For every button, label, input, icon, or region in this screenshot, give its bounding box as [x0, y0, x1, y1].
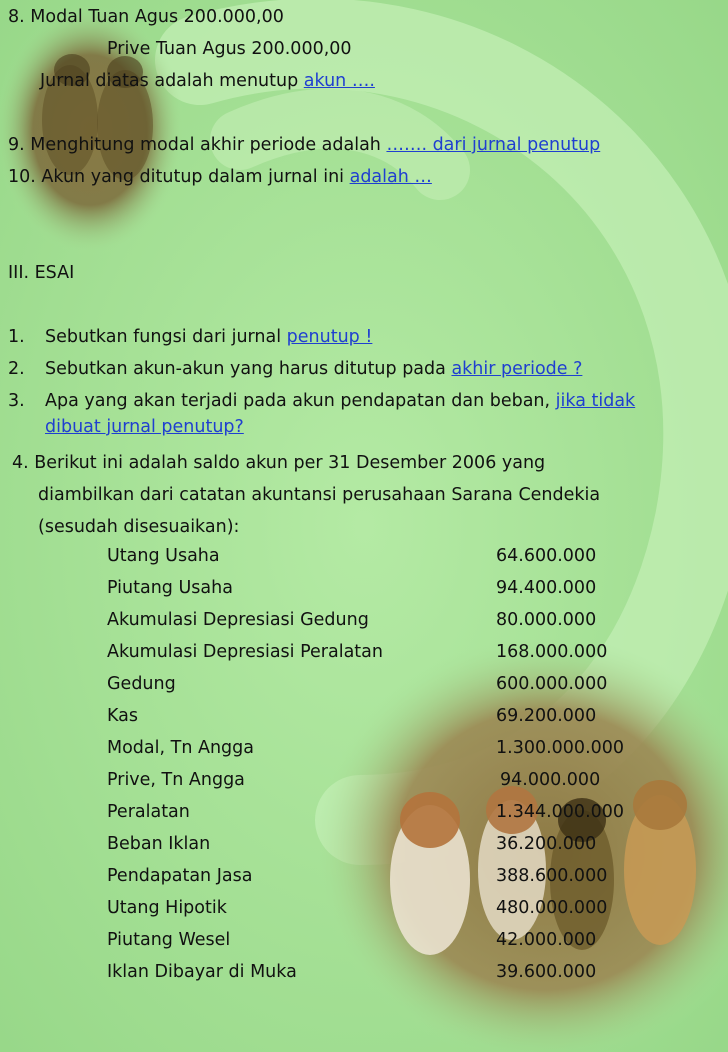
account-value: 168.000.000: [496, 642, 608, 662]
account-name: Gedung: [107, 674, 176, 694]
account-name: Iklan Dibayar di Muka: [107, 962, 297, 982]
account-value: 388.600.000: [496, 866, 608, 886]
essay-1: [45, 326, 372, 348]
q10-text: 10. Akun yang ditutup dalam jurnal ini: [8, 167, 350, 187]
essay-1-link[interactable]: penutup !: [286, 327, 373, 347]
q9: [8, 134, 600, 156]
account-value: 94.000.000: [500, 770, 601, 790]
account-name: Beban Iklan: [107, 834, 211, 854]
q9-text: 9. Menghitung modal akhir periode adalah: [8, 135, 387, 155]
account-name: Piutang Wesel: [107, 930, 231, 950]
essay-3-link-continued[interactable]: dibuat jurnal penutup?: [45, 417, 244, 437]
account-value: 80.000.000: [496, 610, 597, 630]
account-value: 69.200.000: [496, 706, 597, 726]
account-value: 1.344.000.000: [496, 802, 625, 822]
q8-line2: Prive Tuan Agus 200.000,00: [107, 39, 352, 59]
section-title: III. ESAI: [8, 263, 75, 283]
essay-3-text: Apa yang akan terjadi pada akun pendapatan dan beban,: [45, 391, 556, 411]
account-value: 39.600.000: [496, 962, 597, 982]
essay-1-text: Sebutkan fungsi dari jurnal: [45, 327, 287, 347]
essay-2: [45, 358, 582, 380]
q4-line2: diambilkan dari catatan akuntansi perusahaan Sarana Cendekia: [38, 485, 601, 505]
essay-2-text: Sebutkan akun-akun yang harus ditutup pada: [45, 359, 452, 379]
account-value: 42.000.000: [496, 930, 597, 950]
essay-3-link[interactable]: jika tidak: [555, 391, 636, 411]
account-value: 1.300.000.000: [496, 738, 625, 758]
account-name: Modal, Tn Angga: [107, 738, 254, 758]
essay-2-link[interactable]: akhir periode ?: [451, 359, 583, 379]
q8-link[interactable]: akun ….: [303, 71, 375, 91]
account-value: 64.600.000: [496, 546, 597, 566]
account-name: Prive, Tn Angga: [107, 770, 245, 790]
account-name: Piutang Usaha: [107, 578, 233, 598]
account-name: Akumulasi Depresiasi Peralatan: [107, 642, 383, 662]
q8-line3: [40, 70, 375, 92]
essay-1-number: 1.: [8, 327, 25, 347]
account-value: 480.000.000: [496, 898, 608, 918]
essay-3: [45, 390, 635, 412]
q9-link[interactable]: ……. dari jurnal penutup: [386, 135, 601, 155]
account-name: Akumulasi Depresiasi Gedung: [107, 610, 369, 630]
account-value: 36.200.000: [496, 834, 597, 854]
q4-line3: (sesudah disesuaikan):: [38, 517, 240, 537]
account-name: Pendapatan Jasa: [107, 866, 253, 886]
account-name: Utang Hipotik: [107, 898, 227, 918]
q8-line3-text: Jurnal diatas adalah menutup: [40, 71, 304, 91]
essay-3-number: 3.: [8, 391, 25, 411]
account-value: 600.000.000: [496, 674, 608, 694]
account-name: Peralatan: [107, 802, 190, 822]
account-value: 94.400.000: [496, 578, 597, 598]
q8-line1: 8. Modal Tuan Agus 200.000,00: [8, 7, 284, 27]
essay-3-line2: [45, 416, 244, 438]
q10: [8, 166, 432, 188]
essay-2-number: 2.: [8, 359, 25, 379]
account-name: Kas: [107, 706, 139, 726]
account-name: Utang Usaha: [107, 546, 220, 566]
q4-line1: 4. Berikut ini adalah saldo akun per 31 Desember 2006 yang: [12, 453, 546, 473]
q10-link[interactable]: adalah …: [349, 167, 432, 187]
